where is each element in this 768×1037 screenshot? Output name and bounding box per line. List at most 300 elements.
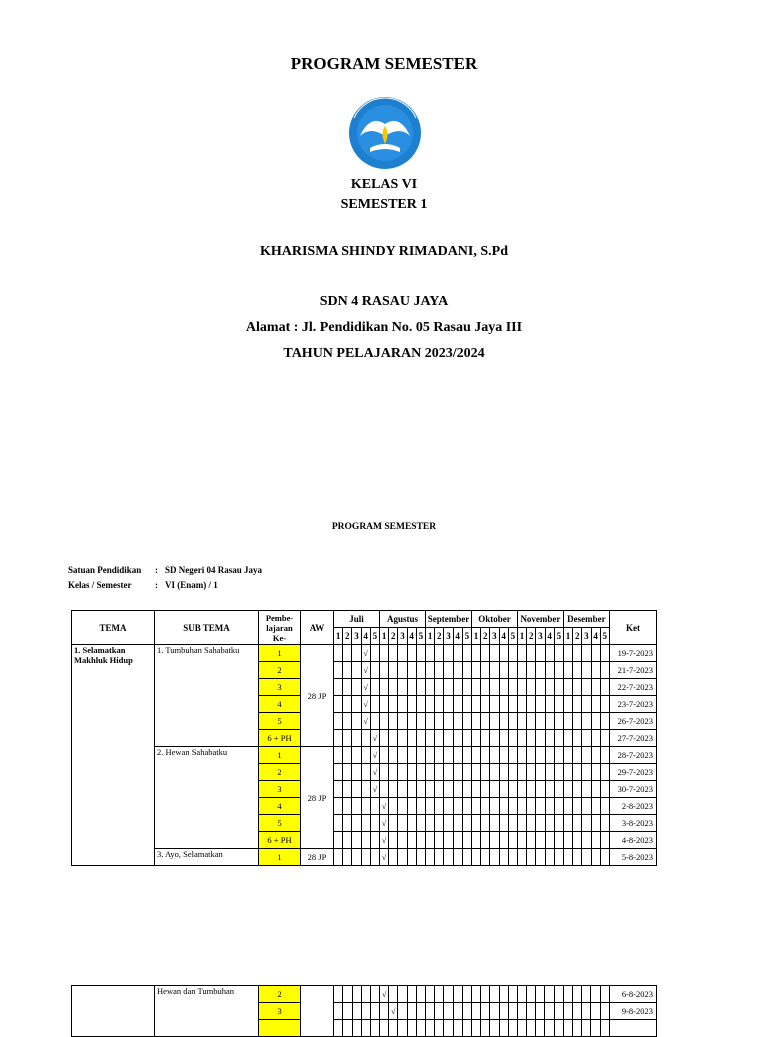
week-cell bbox=[545, 696, 554, 713]
week-cell bbox=[554, 696, 563, 713]
header-week: 3 bbox=[582, 628, 591, 645]
week-cell bbox=[573, 781, 582, 798]
week-cell bbox=[536, 832, 545, 849]
week-cell bbox=[462, 747, 471, 764]
week-cell bbox=[490, 798, 499, 815]
week-cell bbox=[582, 645, 591, 662]
week-cell bbox=[508, 815, 517, 832]
week-cell bbox=[370, 986, 379, 1003]
week-cell bbox=[600, 764, 609, 781]
program-table-continued bbox=[71, 985, 657, 1037]
week-cell bbox=[545, 798, 554, 815]
week-cell bbox=[416, 679, 425, 696]
week-cell bbox=[416, 1003, 425, 1020]
week-cell bbox=[435, 1003, 444, 1020]
week-cell bbox=[499, 832, 508, 849]
header-week: 3 bbox=[490, 628, 499, 645]
week-cell bbox=[435, 747, 444, 764]
pembelajaran-cell: 6 + PH bbox=[259, 832, 301, 849]
week-cell bbox=[591, 1003, 600, 1020]
week-cell bbox=[426, 645, 435, 662]
week-cell bbox=[527, 798, 536, 815]
week-cell bbox=[554, 832, 563, 849]
week-cell bbox=[591, 764, 600, 781]
week-cell bbox=[545, 662, 554, 679]
week-cell bbox=[334, 986, 343, 1003]
week-cell bbox=[343, 662, 352, 679]
week-cell bbox=[481, 713, 490, 730]
week-cell bbox=[536, 764, 545, 781]
week-cell bbox=[600, 1020, 609, 1037]
week-cell bbox=[334, 730, 343, 747]
week-cell bbox=[380, 781, 389, 798]
week-cell bbox=[462, 730, 471, 747]
subtema-cell: 1. Tumbuhan Sahabatku bbox=[155, 645, 259, 747]
week-cell bbox=[582, 747, 591, 764]
week-cell bbox=[591, 696, 600, 713]
week-cell bbox=[471, 713, 480, 730]
ket-cell: 28-7-2023 bbox=[609, 747, 656, 764]
week-cell bbox=[389, 849, 398, 866]
week-cell bbox=[481, 645, 490, 662]
week-cell bbox=[389, 713, 398, 730]
ket-cell: 2-8-2023 bbox=[609, 798, 656, 815]
pembelajaran-cell: 3 bbox=[259, 781, 301, 798]
header-week: 2 bbox=[573, 628, 582, 645]
week-cell bbox=[343, 798, 352, 815]
week-cell bbox=[389, 798, 398, 815]
week-cell bbox=[527, 815, 536, 832]
week-cell bbox=[517, 832, 526, 849]
week-cell bbox=[471, 1003, 480, 1020]
header-week: 5 bbox=[508, 628, 517, 645]
week-cell bbox=[453, 747, 462, 764]
tema-cell bbox=[72, 986, 155, 1037]
week-cell bbox=[370, 832, 379, 849]
week-cell bbox=[444, 730, 453, 747]
week-cell bbox=[600, 781, 609, 798]
week-cell bbox=[444, 696, 453, 713]
week-cell bbox=[527, 832, 536, 849]
week-cell bbox=[407, 1020, 416, 1037]
week-cell bbox=[389, 747, 398, 764]
week-cell bbox=[370, 798, 379, 815]
week-cell bbox=[591, 1020, 600, 1037]
week-cell bbox=[499, 696, 508, 713]
week-cell bbox=[444, 798, 453, 815]
week-cell bbox=[435, 815, 444, 832]
week-cell bbox=[563, 849, 572, 866]
week-cell bbox=[563, 764, 572, 781]
week-cell bbox=[352, 815, 361, 832]
week-cell bbox=[563, 662, 572, 679]
week-cell bbox=[573, 986, 582, 1003]
week-cell bbox=[517, 798, 526, 815]
week-cell bbox=[517, 1003, 526, 1020]
week-cell bbox=[600, 832, 609, 849]
week-cell bbox=[398, 1020, 407, 1037]
week-cell bbox=[380, 645, 389, 662]
week-cell bbox=[444, 815, 453, 832]
week-cell bbox=[490, 747, 499, 764]
week-cell bbox=[508, 662, 517, 679]
week-cell bbox=[499, 679, 508, 696]
header-month: November bbox=[517, 611, 563, 628]
week-cell bbox=[591, 815, 600, 832]
week-cell bbox=[435, 798, 444, 815]
week-cell bbox=[343, 696, 352, 713]
week-cell bbox=[600, 730, 609, 747]
week-cell bbox=[453, 713, 462, 730]
week-cell bbox=[361, 986, 370, 1003]
week-cell bbox=[416, 713, 425, 730]
week-cell bbox=[536, 696, 545, 713]
week-cell bbox=[536, 849, 545, 866]
week-cell bbox=[517, 986, 526, 1003]
week-cell bbox=[591, 849, 600, 866]
header-week: 2 bbox=[435, 628, 444, 645]
header-subtema: SUB TEMA bbox=[155, 611, 259, 645]
week-cell bbox=[591, 645, 600, 662]
week-cell bbox=[444, 1020, 453, 1037]
week-cell bbox=[407, 645, 416, 662]
week-cell bbox=[600, 645, 609, 662]
week-cell bbox=[361, 747, 370, 764]
header-week: 4 bbox=[361, 628, 370, 645]
week-cell bbox=[517, 696, 526, 713]
week-cell bbox=[481, 986, 490, 1003]
week-cell bbox=[573, 645, 582, 662]
week-cell bbox=[600, 747, 609, 764]
week-cell bbox=[398, 815, 407, 832]
header-week: 1 bbox=[380, 628, 389, 645]
week-cell bbox=[462, 713, 471, 730]
week-cell bbox=[453, 815, 462, 832]
week-cell bbox=[545, 679, 554, 696]
week-cell bbox=[527, 1003, 536, 1020]
week-cell bbox=[343, 713, 352, 730]
header-week: 1 bbox=[471, 628, 480, 645]
week-cell bbox=[370, 1003, 379, 1020]
week-cell bbox=[600, 798, 609, 815]
week-cell bbox=[334, 679, 343, 696]
week-cell bbox=[490, 832, 499, 849]
week-cell bbox=[536, 1003, 545, 1020]
header-week: 2 bbox=[481, 628, 490, 645]
week-cell bbox=[499, 730, 508, 747]
week-cell bbox=[545, 815, 554, 832]
week-cell bbox=[407, 1003, 416, 1020]
week-cell bbox=[582, 986, 591, 1003]
week-cell bbox=[563, 679, 572, 696]
week-cell bbox=[416, 696, 425, 713]
week-cell bbox=[361, 730, 370, 747]
week-cell bbox=[334, 781, 343, 798]
week-cell bbox=[490, 781, 499, 798]
week-cell bbox=[499, 1003, 508, 1020]
table-row bbox=[72, 849, 657, 866]
week-cell bbox=[426, 713, 435, 730]
week-cell bbox=[389, 1020, 398, 1037]
week-cell bbox=[380, 764, 389, 781]
week-cell bbox=[334, 798, 343, 815]
week-cell bbox=[426, 662, 435, 679]
week-cell bbox=[481, 747, 490, 764]
week-cell bbox=[554, 764, 563, 781]
week-cell bbox=[407, 747, 416, 764]
pembelajaran-cell: 5 bbox=[259, 713, 301, 730]
pembelajaran-cell: 2 bbox=[259, 662, 301, 679]
week-cell bbox=[426, 764, 435, 781]
header-pembelajaran: Pembe- lajaran Ke- bbox=[259, 611, 301, 645]
week-cell bbox=[600, 662, 609, 679]
header-month: Agustus bbox=[380, 611, 426, 628]
week-cell bbox=[573, 832, 582, 849]
week-cell bbox=[453, 986, 462, 1003]
ket-cell: 6-8-2023 bbox=[609, 986, 656, 1003]
week-cell bbox=[407, 713, 416, 730]
week-cell bbox=[426, 730, 435, 747]
week-cell bbox=[471, 764, 480, 781]
week-cell bbox=[398, 986, 407, 1003]
week-cell bbox=[352, 764, 361, 781]
header-month: Oktober bbox=[471, 611, 517, 628]
week-cell bbox=[426, 1020, 435, 1037]
week-cell bbox=[343, 1020, 352, 1037]
week-cell bbox=[582, 798, 591, 815]
week-cell bbox=[573, 1020, 582, 1037]
week-cell bbox=[435, 730, 444, 747]
week-cell bbox=[426, 798, 435, 815]
week-cell bbox=[334, 713, 343, 730]
aw-cell: 28 JP bbox=[301, 849, 334, 866]
week-cell bbox=[508, 1020, 517, 1037]
week-cell bbox=[343, 679, 352, 696]
week-cell bbox=[573, 1003, 582, 1020]
week-cell bbox=[481, 764, 490, 781]
week-cell bbox=[536, 798, 545, 815]
week-cell bbox=[545, 832, 554, 849]
week-cell bbox=[471, 798, 480, 815]
week-cell bbox=[334, 747, 343, 764]
week-cell bbox=[453, 781, 462, 798]
week-cell bbox=[563, 832, 572, 849]
section-title: PROGRAM SEMESTER bbox=[331, 522, 437, 532]
week-cell bbox=[563, 1020, 572, 1037]
week-cell bbox=[462, 662, 471, 679]
check-mark: √ bbox=[380, 798, 389, 815]
week-cell bbox=[453, 798, 462, 815]
week-cell bbox=[352, 662, 361, 679]
week-cell bbox=[499, 1020, 508, 1037]
week-cell bbox=[334, 849, 343, 866]
week-cell bbox=[554, 662, 563, 679]
table-row bbox=[72, 645, 657, 662]
week-cell bbox=[361, 798, 370, 815]
week-cell bbox=[389, 645, 398, 662]
week-cell bbox=[471, 747, 480, 764]
week-cell bbox=[416, 815, 425, 832]
header-week: 4 bbox=[499, 628, 508, 645]
week-cell bbox=[600, 713, 609, 730]
ket-cell: 23-7-2023 bbox=[609, 696, 656, 713]
week-cell bbox=[536, 713, 545, 730]
week-cell bbox=[508, 986, 517, 1003]
week-cell bbox=[444, 781, 453, 798]
pembelajaran-cell bbox=[259, 1020, 301, 1037]
week-cell bbox=[444, 764, 453, 781]
week-cell bbox=[343, 832, 352, 849]
week-cell bbox=[499, 764, 508, 781]
week-cell bbox=[545, 713, 554, 730]
week-cell bbox=[471, 815, 480, 832]
week-cell bbox=[554, 798, 563, 815]
week-cell bbox=[361, 849, 370, 866]
cover-school: SDN 4 RASAU JAYA bbox=[319, 294, 449, 309]
week-cell bbox=[517, 781, 526, 798]
subtema-cell: Hewan dan Tumbuhan bbox=[155, 986, 259, 1037]
header-month: Desember bbox=[563, 611, 609, 628]
week-cell bbox=[370, 815, 379, 832]
week-cell bbox=[370, 849, 379, 866]
week-cell bbox=[416, 662, 425, 679]
week-cell bbox=[582, 713, 591, 730]
week-cell bbox=[499, 781, 508, 798]
week-cell bbox=[563, 798, 572, 815]
week-cell bbox=[334, 1003, 343, 1020]
week-cell bbox=[536, 662, 545, 679]
week-cell bbox=[536, 730, 545, 747]
week-cell bbox=[343, 730, 352, 747]
week-cell bbox=[370, 662, 379, 679]
week-cell bbox=[352, 986, 361, 1003]
ket-cell: 26-7-2023 bbox=[609, 713, 656, 730]
week-cell bbox=[527, 764, 536, 781]
week-cell bbox=[536, 679, 545, 696]
week-cell bbox=[361, 1003, 370, 1020]
pembelajaran-cell: 1 bbox=[259, 645, 301, 662]
pembelajaran-cell: 6 + PH bbox=[259, 730, 301, 747]
week-cell bbox=[527, 1020, 536, 1037]
week-cell bbox=[416, 764, 425, 781]
ket-cell: 21-7-2023 bbox=[609, 662, 656, 679]
week-cell bbox=[536, 747, 545, 764]
week-cell bbox=[435, 832, 444, 849]
week-cell bbox=[462, 645, 471, 662]
week-cell bbox=[398, 730, 407, 747]
ket-cell: 3-8-2023 bbox=[609, 815, 656, 832]
week-cell bbox=[490, 1020, 499, 1037]
week-cell bbox=[563, 730, 572, 747]
week-cell bbox=[398, 832, 407, 849]
week-cell bbox=[582, 832, 591, 849]
week-cell bbox=[435, 696, 444, 713]
cover-title: PROGRAM SEMESTER bbox=[290, 54, 478, 73]
week-cell bbox=[471, 662, 480, 679]
week-cell bbox=[453, 1003, 462, 1020]
week-cell bbox=[426, 1003, 435, 1020]
week-cell bbox=[380, 662, 389, 679]
info-satuan: Satuan Pendidikan : SD Negeri 04 Rasau Jaya bbox=[68, 565, 262, 575]
week-cell bbox=[536, 645, 545, 662]
week-cell bbox=[352, 1020, 361, 1037]
header-week: 4 bbox=[545, 628, 554, 645]
week-cell bbox=[398, 679, 407, 696]
week-cell bbox=[426, 747, 435, 764]
week-cell bbox=[352, 781, 361, 798]
week-cell bbox=[508, 679, 517, 696]
ket-cell: 27-7-2023 bbox=[609, 730, 656, 747]
week-cell bbox=[517, 662, 526, 679]
week-cell bbox=[591, 679, 600, 696]
program-table bbox=[71, 610, 657, 866]
week-cell bbox=[573, 696, 582, 713]
tema-cell: 1. Selamatkan Makhluk Hidup bbox=[72, 645, 155, 866]
week-cell bbox=[416, 986, 425, 1003]
week-cell bbox=[499, 662, 508, 679]
cover-kelas: KELAS VI bbox=[350, 177, 418, 192]
table-row bbox=[72, 747, 657, 764]
week-cell bbox=[481, 849, 490, 866]
header-tema: TEMA bbox=[72, 611, 155, 645]
week-cell bbox=[481, 679, 490, 696]
week-cell bbox=[416, 1020, 425, 1037]
header-ket: Ket bbox=[609, 611, 656, 645]
week-cell bbox=[426, 679, 435, 696]
check-mark: √ bbox=[370, 730, 379, 747]
week-cell bbox=[591, 832, 600, 849]
week-cell bbox=[563, 986, 572, 1003]
week-cell bbox=[545, 849, 554, 866]
aw-cell: 28 JP bbox=[301, 747, 334, 849]
week-cell bbox=[343, 986, 352, 1003]
week-cell bbox=[563, 696, 572, 713]
week-cell bbox=[508, 696, 517, 713]
week-cell bbox=[361, 781, 370, 798]
header-week: 3 bbox=[536, 628, 545, 645]
week-cell bbox=[389, 832, 398, 849]
week-cell bbox=[545, 1020, 554, 1037]
week-cell bbox=[462, 815, 471, 832]
week-cell bbox=[573, 730, 582, 747]
ket-cell: 30-7-2023 bbox=[609, 781, 656, 798]
week-cell bbox=[563, 781, 572, 798]
week-cell bbox=[508, 747, 517, 764]
week-cell bbox=[453, 849, 462, 866]
week-cell bbox=[471, 645, 480, 662]
week-cell bbox=[490, 764, 499, 781]
week-cell bbox=[380, 1003, 389, 1020]
week-cell bbox=[481, 815, 490, 832]
week-cell bbox=[389, 764, 398, 781]
week-cell bbox=[554, 849, 563, 866]
check-mark: √ bbox=[361, 696, 370, 713]
week-cell bbox=[582, 1003, 591, 1020]
week-cell bbox=[481, 696, 490, 713]
week-cell bbox=[527, 662, 536, 679]
check-mark: √ bbox=[361, 645, 370, 662]
week-cell bbox=[380, 679, 389, 696]
week-cell bbox=[435, 679, 444, 696]
week-cell bbox=[481, 730, 490, 747]
header-week: 4 bbox=[591, 628, 600, 645]
week-cell bbox=[352, 713, 361, 730]
week-cell bbox=[407, 764, 416, 781]
week-cell bbox=[462, 696, 471, 713]
week-cell bbox=[416, 798, 425, 815]
aw-cell: 28 JP bbox=[301, 645, 334, 747]
week-cell bbox=[352, 798, 361, 815]
